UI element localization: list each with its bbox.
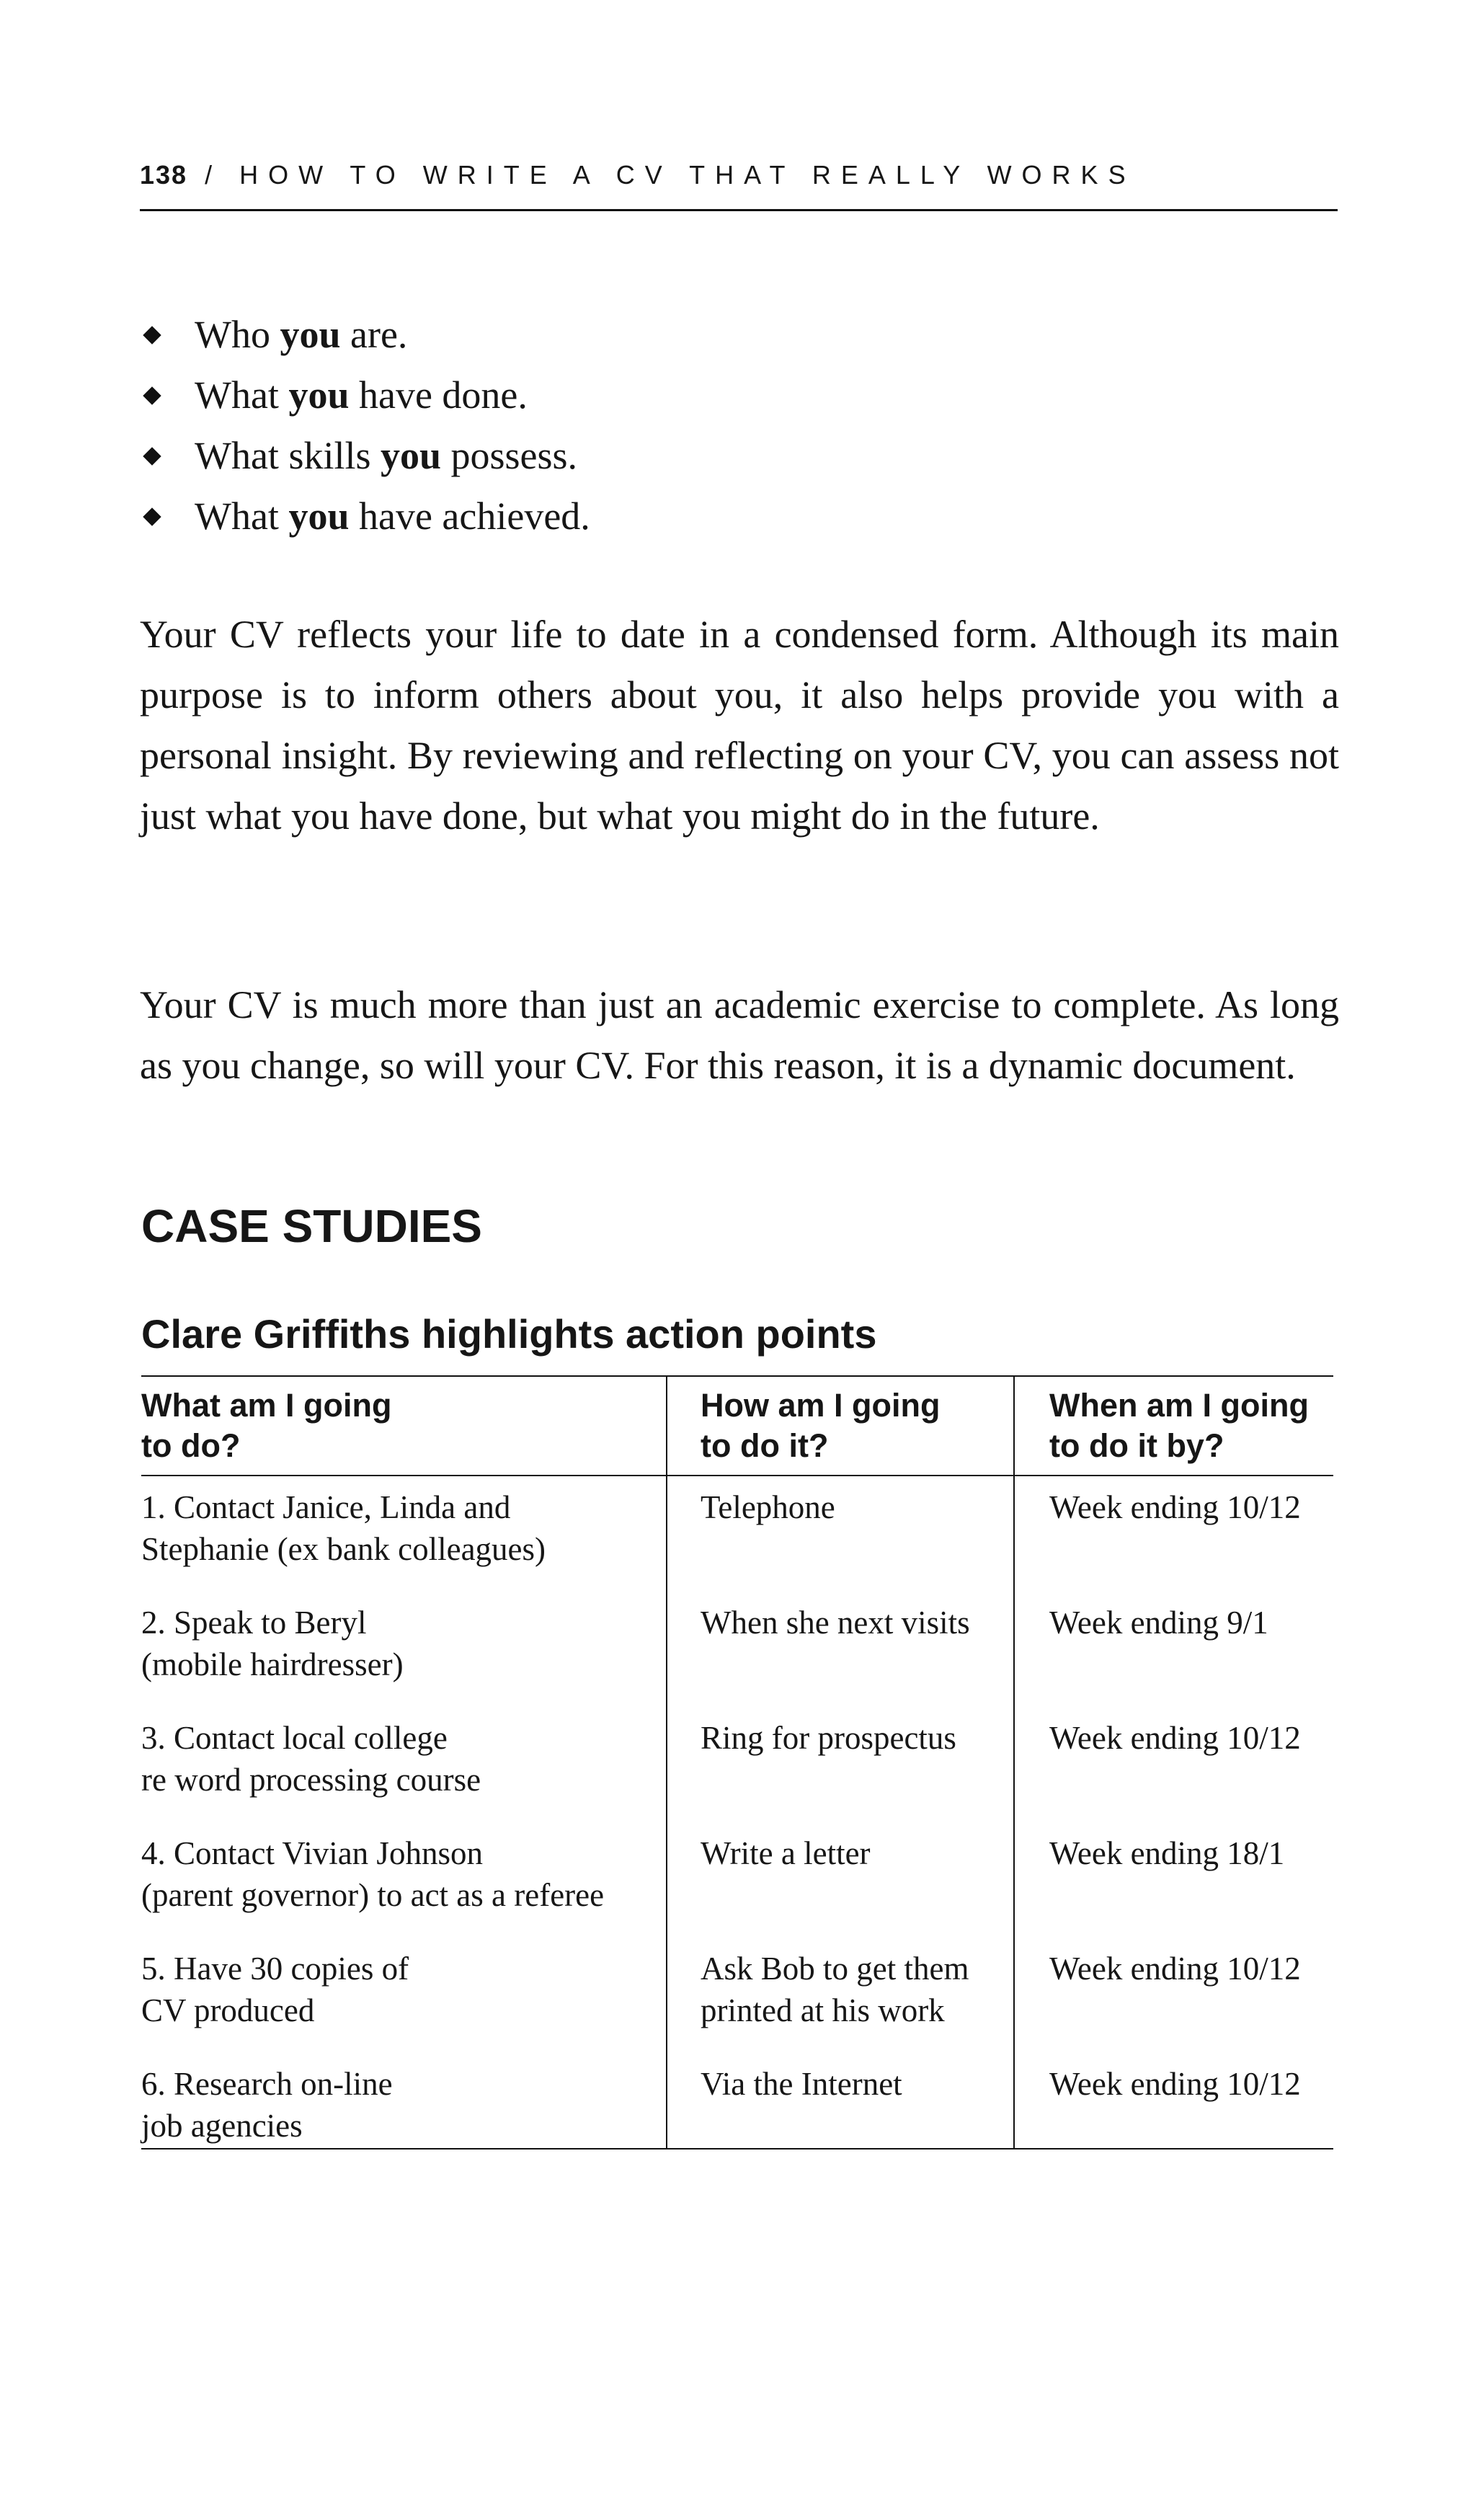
table-cell: Telephone (701, 1489, 835, 1525)
bullet-item: What you have done. (140, 365, 1336, 425)
table-cell: Week ending 9/1 (1049, 1605, 1268, 1641)
table-cell: Week ending 10/12 (1049, 1951, 1301, 1987)
table-cell: 1. Contact Janice, Linda and Stephanie (ex bank colleagues) (141, 1489, 546, 1567)
table-header-rule (141, 1475, 1333, 1476)
table-cell: 3. Contact local college re word processing course (141, 1720, 481, 1798)
diamond-bullet-icon (143, 447, 161, 465)
running-header (140, 160, 1335, 190)
bullet-list (140, 304, 1336, 546)
body-paragraph: Your CV reflects your life to date in a condensed form. Although its main purpose is to inform others about you, it also helps provide you with a personal insight. By reviewing and reflecting on your CV, you can assess not just what you have done, but what you might do in the future. (140, 613, 1339, 838)
bullet-item: Who you are. (140, 304, 1336, 365)
table-cell: When she next visits (701, 1605, 970, 1641)
table-cell: Week ending 10/12 (1049, 1489, 1301, 1525)
bullet-item: What skills you possess. (140, 425, 1336, 486)
column-header-how: How am I going to do it? (701, 1387, 941, 1464)
table-cell: Week ending 10/12 (1049, 2066, 1301, 2102)
diamond-bullet-icon (143, 386, 161, 404)
table-cell: 2. Speak to Beryl (mobile hairdresser) (141, 1605, 404, 1682)
column-divider (666, 1375, 667, 2149)
table-cell: Ring for prospectus (701, 1720, 956, 1756)
diamond-bullet-icon (143, 507, 161, 525)
table-cell: Via the Internet (701, 2066, 902, 2102)
header-separator: / (187, 160, 240, 190)
table-cell: Ask Bob to get them printed at his work (701, 1951, 969, 2028)
table-cell: 4. Contact Vivian Johnson (parent governor) to act as a referee (141, 1835, 605, 1913)
page-number: 138 (140, 160, 188, 190)
section-heading: CASE STUDIES (141, 1200, 482, 1252)
table-top-rule (141, 1375, 1333, 1377)
table-cell: Write a letter (701, 1835, 871, 1871)
table-cell: 5. Have 30 copies of CV produced (141, 1951, 409, 2028)
action-points-table (141, 1375, 1333, 2149)
table-bottom-rule (141, 2148, 1333, 2149)
body-paragraph: Your CV is much more than just an academic exercise to complete. As long as you change, so will your CV. For this reason, it is a dynamic document. (140, 983, 1339, 1087)
column-header-when: When am I going to do it by? (1049, 1387, 1309, 1464)
table-title: Clare Griffiths highlights action points (141, 1311, 877, 1357)
table-cell: 6. Research on-line job agencies (141, 2066, 393, 2144)
table-cell: Week ending 10/12 (1049, 1720, 1301, 1756)
table-cell: Week ending 18/1 (1049, 1835, 1285, 1871)
header-rule (140, 209, 1338, 211)
bullet-item: What you have achieved. (140, 486, 1336, 546)
book-title: HOW TO WRITE A CV THAT REALLY WORKS (239, 160, 1136, 190)
diamond-bullet-icon (143, 326, 161, 344)
column-header-what: What am I going to do? (141, 1387, 392, 1464)
